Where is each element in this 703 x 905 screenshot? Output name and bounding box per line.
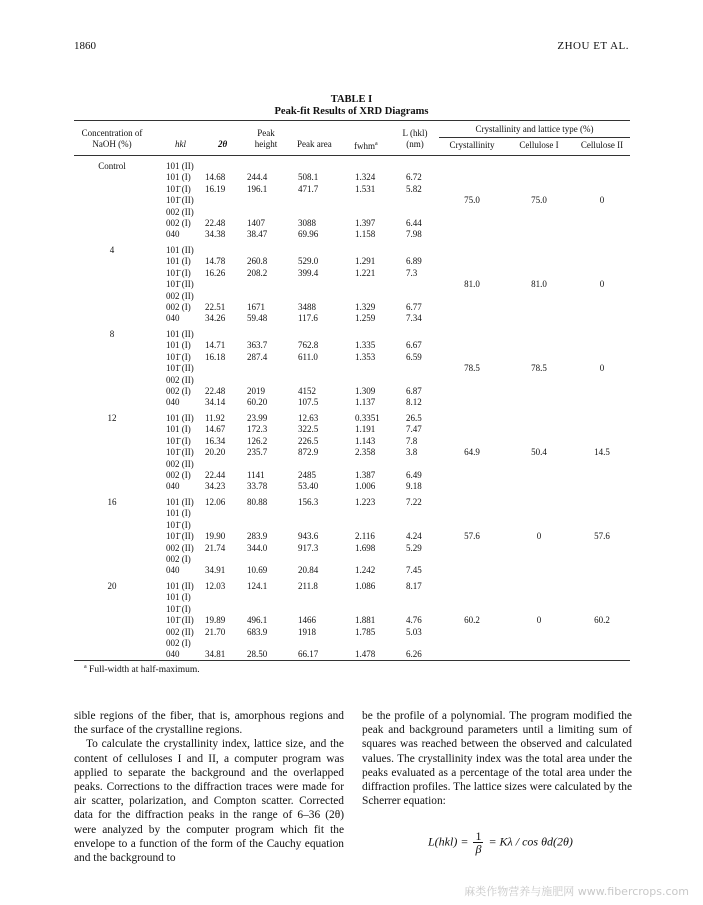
hkl-cell: 101̄ (II): [166, 195, 194, 206]
table-cell: 60.20: [247, 397, 268, 408]
table-cell: 1.143: [355, 435, 376, 446]
table-cell: 226.5: [298, 435, 319, 446]
hkl-cell: 101 (I): [166, 424, 191, 435]
table-cell: 14.68: [205, 172, 226, 183]
hkl-cell: 002 (I): [166, 302, 191, 312]
table-cell: 126.2: [247, 435, 268, 446]
hkl-cell: 040: [166, 481, 180, 492]
table-cell: 8.12: [406, 397, 422, 408]
table-cell: 1.223: [355, 497, 376, 507]
crystallinity-value: 64.9: [464, 447, 480, 458]
col-header-hkl: hkl: [175, 139, 186, 149]
table-cell: 7.34: [406, 313, 422, 324]
table-cell: 2485: [298, 470, 316, 480]
table-cell: 0.3351: [355, 413, 380, 423]
table-cell: 1.324: [355, 172, 376, 183]
table-cell: 16.18: [205, 351, 226, 362]
table-cell: 211.8: [298, 581, 318, 591]
table-cell: 33.78: [247, 481, 268, 492]
cellulose-i-value: 0: [536, 531, 542, 542]
cellulose-ii-value: 57.6: [594, 531, 610, 542]
table-cell: 611.0: [298, 351, 318, 362]
table-cell: 399.4: [298, 267, 319, 278]
table-cell: 1141: [247, 470, 265, 480]
table-cell: 7.45: [406, 565, 422, 576]
table-cell: 3488: [298, 302, 316, 312]
table-cell: 196.1: [247, 183, 268, 194]
table-cell: 28.50: [247, 649, 268, 660]
running-head: ZHOU ET AL.: [557, 40, 629, 52]
table-rule-header: [74, 155, 630, 156]
hkl-cell: 101 (I): [166, 592, 191, 603]
table-cell: 1.291: [355, 256, 376, 267]
cellulose-ii-value: 0: [599, 195, 605, 206]
cellulose-i-value: 50.4: [531, 447, 547, 458]
hkl-cell: 002 (II): [166, 290, 194, 301]
table-cell: 5.03: [406, 626, 422, 637]
table-cell: 80.88: [247, 497, 268, 507]
table-cell: 322.5: [298, 424, 319, 435]
left-column-text: [74, 709, 344, 865]
table-cell: 66.17: [298, 649, 319, 660]
table-cell: 117.6: [298, 313, 318, 324]
table-cell: 1.158: [355, 229, 376, 240]
hkl-cell: 101 (I): [166, 172, 191, 183]
table-cell: 496.1: [247, 615, 268, 626]
table-cell: 1.242: [355, 565, 376, 576]
table-cell: 20.20: [205, 447, 226, 458]
table-cell: 59.48: [247, 313, 268, 324]
table-cell: 6.67: [406, 340, 422, 351]
table-cell: 1.881: [355, 615, 376, 626]
naoh-concentration: 20: [107, 581, 117, 591]
cellulose-i-value: 75.0: [531, 195, 547, 206]
table-cell: 2019: [247, 386, 265, 396]
col-header-peak-area: Peak area: [297, 139, 332, 149]
table-cell: 1.335: [355, 340, 376, 351]
table-cell: 7.8: [406, 435, 418, 446]
table-cell: 1.478: [355, 649, 376, 660]
table-cell: 156.3: [298, 497, 319, 507]
table-cell: 1.137: [355, 397, 376, 408]
table-cell: 508.1: [298, 172, 319, 183]
paragraph: sible regions of the fiber, that is, amorphous regions and the surface of the crystalline regions.: [74, 710, 344, 737]
table-cell: 172.3: [247, 424, 268, 435]
table-cell: 1918: [298, 626, 316, 637]
col-header-group: Crystallinity and lattice type (%): [475, 124, 594, 134]
table-cell: 16.34: [205, 435, 226, 446]
col-header-fwhm: fwhm$^a$: [354, 141, 378, 151]
table-cell: 11.92: [205, 413, 225, 423]
hkl-cell: 040: [166, 313, 180, 324]
table-cell: 22.48: [205, 218, 226, 228]
table-cell: 260.8: [247, 256, 268, 267]
hkl-cell: 002 (I): [166, 554, 191, 564]
table-cell: 363.7: [247, 340, 268, 351]
table-cell: 3088: [298, 218, 316, 228]
watermark: 麻类作物营养与施肥网 www.fibercrops.com: [464, 885, 689, 898]
crystallinity-value: 60.2: [464, 615, 480, 626]
table-cell: 34.14: [205, 397, 226, 408]
table-cell: 6.26: [406, 649, 422, 660]
naoh-concentration: 16: [107, 497, 117, 507]
col-header-concentration: Concentration of NaOH (%): [81, 128, 143, 149]
table-rule-top: [74, 120, 630, 121]
table-cell: 10.69: [247, 565, 268, 576]
table-cell: 26.5: [406, 413, 422, 423]
table-cell: 287.4: [247, 351, 268, 362]
hkl-cell: 101 (II): [166, 497, 194, 507]
table-cell: 22.44: [205, 470, 226, 480]
crystallinity-value: 75.0: [464, 195, 480, 206]
cellulose-i-value: 78.5: [531, 363, 547, 374]
table-cell: 12.63: [298, 413, 319, 423]
table-cell: 4.76: [406, 615, 422, 626]
naoh-concentration: Control: [98, 161, 126, 171]
table-cell: 34.81: [205, 649, 226, 660]
hkl-cell: 040: [166, 649, 180, 660]
hkl-cell: 002 (II): [166, 206, 194, 217]
table-cell: 22.51: [205, 302, 226, 312]
table-cell: 2.358: [355, 447, 376, 458]
table-cell: 529.0: [298, 256, 319, 267]
table-cell: 124.1: [247, 581, 268, 591]
hkl-cell: 002 (I): [166, 386, 191, 396]
col-header-l-hkl: L (hkl) (nm): [402, 128, 428, 149]
hkl-cell: 101 (I): [166, 508, 191, 519]
naoh-concentration: 4: [109, 245, 115, 255]
table-cell: 208.2: [247, 267, 268, 278]
table-cell: 471.7: [298, 183, 319, 194]
table-cell: 34.91: [205, 565, 226, 576]
table-cell: 14.71: [205, 340, 226, 351]
scherrer-equation: L(hkl) = $\frac{1}{\beta}$ = Kλ / cos θd(2θ): [428, 829, 573, 856]
table-cell: 19.89: [205, 615, 226, 626]
table-cell: 20.84: [298, 565, 319, 576]
table-cell: 14.67: [205, 424, 226, 435]
table-cell: 1.397: [355, 218, 376, 228]
hkl-cell: 002 (II): [166, 626, 194, 637]
table-cell: 4.24: [406, 531, 422, 542]
table-cell: 762.8: [298, 340, 319, 351]
table-cell: 872.9: [298, 447, 319, 458]
table-cell: 19.90: [205, 531, 226, 542]
cellulose-ii-value: 0: [599, 363, 605, 374]
table-cell: 7.47: [406, 424, 422, 435]
table-cell: 1.698: [355, 542, 376, 553]
table-title: TABLE I: [330, 94, 373, 105]
table-cell: 943.6: [298, 531, 319, 542]
table-cell: 12.06: [205, 497, 226, 507]
table-cell: 16.19: [205, 183, 226, 194]
hkl-cell: 002 (I): [166, 638, 191, 648]
table-cell: 5.29: [406, 542, 422, 553]
hkl-cell: 101 (II): [166, 581, 194, 591]
hkl-cell: 101̄ (I): [166, 519, 191, 530]
table-cell: 1.086: [355, 581, 376, 591]
table-cell: 9.18: [406, 481, 422, 492]
hkl-cell: 101̄ (II): [166, 615, 194, 626]
col-header-2theta: 2θ: [218, 139, 228, 149]
table-cell: 14.78: [205, 256, 226, 267]
hkl-cell: 040: [166, 565, 180, 576]
hkl-cell: 002 (II): [166, 374, 194, 385]
table-cell: 22.48: [205, 386, 226, 396]
crystallinity-value: 78.5: [464, 363, 480, 374]
col-header-crystallinity: Crystallinity: [449, 140, 495, 150]
table-cell: 683.9: [247, 626, 268, 637]
table-cell: 7.22: [406, 497, 422, 507]
table-cell: 244.4: [247, 172, 268, 183]
hkl-cell: 101 (II): [166, 413, 194, 423]
table-cell: 23.99: [247, 413, 268, 423]
cellulose-ii-value: 14.5: [594, 447, 610, 458]
table-cell: 34.38: [205, 229, 226, 240]
hkl-cell: 101̄ (II): [166, 531, 194, 542]
table-rule-bottom: [74, 660, 630, 661]
table-cell: 3.8: [406, 447, 418, 458]
table-cell: 1.259: [355, 313, 376, 324]
table-cell: 69.96: [298, 229, 319, 240]
table-subtitle: Peak-fit Results of XRD Diagrams: [274, 106, 429, 117]
table-cell: 7.3: [406, 267, 418, 278]
cellulose-i-value: 0: [536, 615, 542, 626]
table-cell: 6.77: [406, 302, 422, 312]
hkl-cell: 101̄ (I): [166, 267, 191, 278]
hkl-cell: 101 (I): [166, 256, 191, 267]
table-cell: 1407: [247, 218, 265, 228]
crystallinity-value: 57.6: [464, 531, 480, 542]
hkl-cell: 101̄ (I): [166, 183, 191, 194]
table-cell: 344.0: [247, 542, 268, 553]
table-cell: 1466: [298, 615, 316, 626]
hkl-cell: 101̄ (II): [166, 447, 194, 458]
cellulose-i-value: 81.0: [531, 279, 547, 290]
hkl-cell: 040: [166, 397, 180, 408]
table-cell: 6.44: [406, 218, 422, 228]
table-cell: 5.82: [406, 183, 422, 194]
table-cell: 107.5: [298, 397, 319, 408]
hkl-cell: 101̄ (II): [166, 279, 194, 290]
hkl-cell: 002 (I): [166, 470, 191, 480]
table-cell: 283.9: [247, 531, 268, 542]
hkl-cell: 002 (II): [166, 458, 194, 469]
page-number: 1860: [74, 40, 96, 52]
paragraph: To calculate the crystallinity index, lattice size, and the content of celluloses I and II, a computer program was applied to separate the background and the overlapped peaks. Corrections to the diffraction traces were made for air scatter, polarization, and Compton scatter. Corrected data for the diffraction peaks in the range of 6–36 (2θ) were analyzed by the computer program which fit the envelope to a function of the form of the Cauchy equation and the background to: [74, 738, 344, 865]
table-cell: 4152: [298, 386, 316, 396]
table-cell: 7.98: [406, 229, 422, 240]
table-cell: 2.116: [355, 531, 375, 542]
cellulose-ii-value: 0: [599, 279, 605, 290]
col-header-cellulose-i: Cellulose I: [519, 140, 559, 150]
table-cell: 21.70: [205, 626, 226, 637]
hkl-cell: 101 (I): [166, 340, 191, 351]
table-cell: 1.329: [355, 302, 376, 312]
hkl-cell: 101̄ (I): [166, 603, 191, 614]
table-cell: 34.23: [205, 481, 226, 492]
table-cell: 6.59: [406, 351, 422, 362]
table-cell: 16.26: [205, 267, 226, 278]
paragraph: be the profile of a polynomial. The program modified the peak and background parameters until a limiting sum of squares was reached between the observed and calculated values. The crystallinity index was the total area under the peaks evaluated as a percentage of the total area under the diffraction profiles. The lattice sizes were calculated by the Scherrer equation:: [362, 710, 632, 808]
table-cell: 917.3: [298, 542, 319, 553]
table-cell: 1.191: [355, 424, 376, 435]
crystallinity-value: 81.0: [464, 279, 480, 290]
table-cell: 38.47: [247, 229, 268, 240]
table-cell: 6.49: [406, 470, 422, 480]
table-cell: 12.03: [205, 581, 226, 591]
cellulose-ii-value: 60.2: [594, 615, 610, 626]
col-header-peak-height: Peak height: [254, 128, 278, 149]
table-cell: 1.531: [355, 183, 376, 194]
table-cell: 34.26: [205, 313, 226, 324]
table-cell: 1.353: [355, 351, 376, 362]
table-cell: 1671: [247, 302, 265, 312]
hkl-cell: 101 (II): [166, 245, 194, 255]
hkl-cell: 101̄ (I): [166, 435, 191, 446]
table-cell: 1.309: [355, 386, 376, 396]
hkl-cell: 002 (II): [166, 542, 194, 553]
table-cell: 1.006: [355, 481, 376, 492]
hkl-cell: 101̄ (II): [166, 363, 194, 374]
table-cell: 8.17: [406, 581, 422, 591]
table-cell: 6.87: [406, 386, 422, 396]
table-footnote: $^a$ Full-width at half-maximum.: [84, 664, 200, 676]
table-cell: 6.72: [406, 172, 422, 183]
right-column-text: [362, 709, 632, 808]
naoh-concentration: 12: [107, 413, 117, 423]
hkl-cell: 101 (II): [166, 161, 194, 171]
table-cell: 53.40: [298, 481, 319, 492]
table-cell: 235.7: [247, 447, 268, 458]
hkl-cell: 002 (I): [166, 218, 191, 228]
naoh-concentration: 8: [109, 329, 115, 339]
table-cell: 1.221: [355, 267, 376, 278]
table-rule-group: [439, 137, 630, 138]
hkl-cell: 040: [166, 229, 180, 240]
table-cell: 6.89: [406, 256, 422, 267]
hkl-cell: 101 (II): [166, 329, 194, 339]
col-header-cellulose-ii: Cellulose II: [580, 140, 624, 150]
table-cell: 1.387: [355, 470, 376, 480]
table-cell: 1.785: [355, 626, 376, 637]
table-cell: 21.74: [205, 542, 226, 553]
hkl-cell: 101̄ (I): [166, 351, 191, 362]
